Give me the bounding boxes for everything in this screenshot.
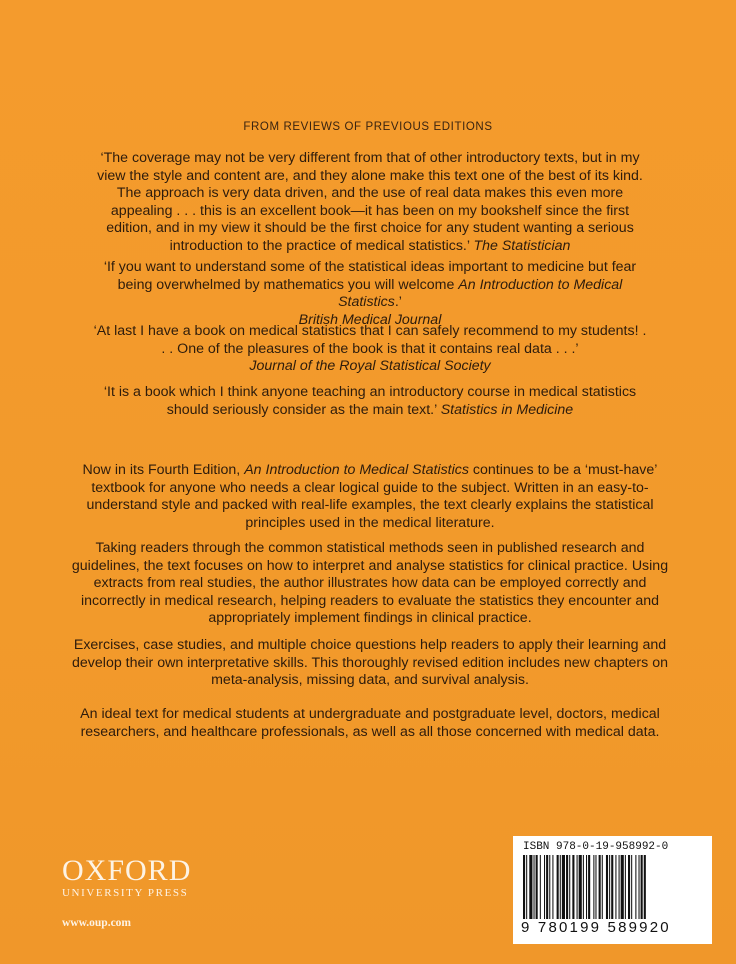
barcode-bar (635, 855, 636, 919)
review-quote: ‘It is a book which I think anyone teaching an introductory course in medical statistics should seriously consider as the main text.’ (103, 384, 637, 418)
publisher-press: UNIVERSITY PRESS (62, 887, 189, 899)
barcode-bar (586, 855, 587, 919)
barcode-bar (526, 855, 527, 919)
barcode-bar (615, 855, 616, 919)
barcode-bar (566, 855, 568, 919)
barcode-bar (641, 855, 643, 919)
oxford-logo (62, 856, 191, 899)
review-quote: ‘At last I have a book on medical statistics that I can safely recommend to my students! . . . One of the pleasures of the book is that it contains real data . . .’ (93, 323, 647, 357)
review-source: British Medical Journal (298, 311, 442, 328)
publisher-url: www.oup.com (62, 917, 132, 929)
isbn-label: ISBN 978-0-19-958992-0 (523, 841, 669, 853)
review-quote-post: .’ (394, 294, 402, 311)
barcode-bar (557, 855, 559, 919)
barcode-bar (569, 855, 570, 919)
barcode-bar (595, 855, 596, 919)
barcode-bar (644, 855, 646, 919)
review-source: The Statistician (473, 237, 571, 254)
barcode-bar (534, 855, 535, 919)
blurb-paragraph-1 (70, 462, 670, 532)
barcode-bar (523, 855, 525, 919)
barcode-bar (562, 855, 565, 919)
barcode-bar (609, 855, 610, 919)
blurb-paragraph-4: An ideal text for medical students at undergraduate and postgraduate level, doctors, medical researchers, and healthcare professionals, as well as all those concerned with medical data. (80, 706, 660, 740)
barcode-bar (628, 855, 630, 919)
barcode-bar (536, 855, 538, 919)
barcode-bar (588, 855, 590, 919)
barcode-bar (572, 855, 574, 919)
blurb-p1-post: continues to be a ‘must-have’ textbook for anyone who needs a clear logical guide to the subject. Written in an easy-to-understand style and packed with real-life examples, the text clearly explains the statistical principles used in the medical literature. (86, 462, 658, 531)
barcode-bar (593, 855, 594, 919)
barcode-digits: 9 780199 589920 (521, 919, 671, 936)
barcode-bar (606, 855, 608, 919)
review-jrss (90, 323, 650, 376)
barcode-bar (621, 855, 624, 919)
review-statistician (90, 150, 650, 256)
barcode-bar (631, 855, 632, 919)
review-source: Statistics in Medicine (440, 401, 574, 418)
blurb-p1-title: An Introduction to Medical Statistics (244, 462, 469, 478)
review-quote-pre: ‘If you want to understand some of the statistical ideas important to medicine but fear being overwhelmed by mathematics you will welcome (103, 259, 637, 293)
barcode-bar (560, 855, 561, 919)
reviews-heading: FROM REVIEWS OF PREVIOUS EDITIONS (243, 121, 493, 133)
barcode-bar (583, 855, 584, 919)
barcode-bar (552, 855, 553, 919)
barcode-bar (549, 855, 550, 919)
blurb-p1-pre: Now in its Fourth Edition, (82, 462, 245, 478)
blurb-paragraph-2: Taking readers through the common statistical methods seen in published research and guidelines, the text focuses on how to interpret and analyse statistics for clinical practice. Using extracts from real studies, the author illustrates how data can be employed correctly and incorrectly in medical research, helping readers to evaluate the statistics they encounter and appropriately implement findings in clinical practice. (71, 540, 669, 627)
barcode-bar (544, 855, 545, 919)
barcode-bar (529, 855, 532, 919)
review-source: Journal of the Royal Statistical Society (249, 358, 491, 375)
barcode-bar (540, 855, 541, 919)
barcode-bar (599, 855, 601, 919)
barcode-bar (625, 855, 626, 919)
barcode-bar (577, 855, 578, 919)
barcode-bar (579, 855, 582, 919)
blurb-paragraph-3: Exercises, case studies, and multiple choice questions help readers to apply their learning and develop their own interpretative skills. This thoroughly revised edition includes new chapters on meta-analysis, missing data, and survival analysis. (72, 637, 668, 689)
barcode-bar (602, 855, 603, 919)
review-quote-title: An Introduction to Medical Statistics (338, 276, 623, 311)
barcode-bar (546, 855, 548, 919)
barcode-bar (639, 855, 640, 919)
barcode-bar (611, 855, 613, 919)
publisher-name: OXFORD (62, 854, 192, 887)
barcode-bar (619, 855, 620, 919)
barcode-icon (523, 855, 703, 919)
review-stat-in-medicine (90, 384, 650, 419)
review-bmj (90, 259, 650, 329)
review-quote: ‘The coverage may not be very different from that of other introductory texts, but in my view the style and content are, and they alone make this text one of the best of its kind. The approach is very data driven, and the use of real data makes this even more appealing . . . this is an excellent book—it has been on my bookshelf since the first edition, and in my view it should be the first choice for any student wanting a serious introduction to the practice of medical statistics.’ (97, 150, 643, 254)
barcode-box (513, 836, 712, 944)
